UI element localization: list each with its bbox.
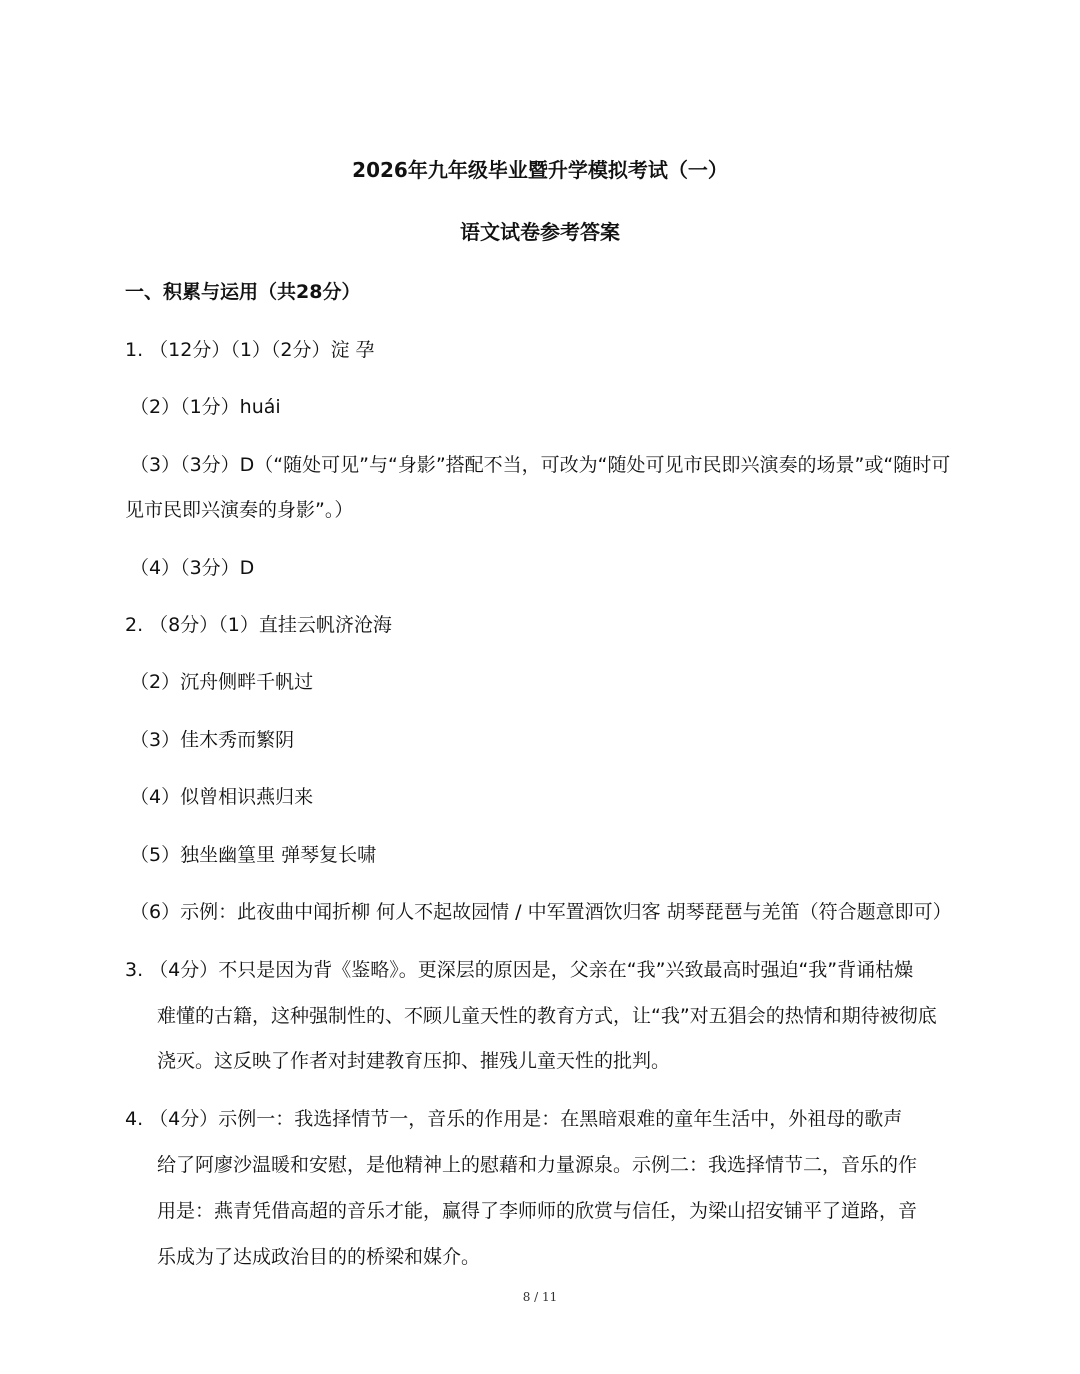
answer-line: 4. （4分）示例一：我选择情节一，音乐的作用是：在黑暗艰难的童年生活中，外祖母的歌声 xyxy=(125,1108,903,1130)
exam-title: 2026年九年级毕业暨升学模拟考试（一） xyxy=(352,158,728,182)
answer-line: （4）似曾相识燕归来 xyxy=(130,786,314,808)
answer-line: 2. （8分）（1）直挂云帆济沧海 xyxy=(125,614,392,636)
answer-line: 1. （12分）（1）（2分）淀 孕 xyxy=(125,339,375,361)
answer-line: （5）独坐幽篁里 弹琴复长啸 xyxy=(130,844,377,866)
answer-line: 见市民即兴演奏的身影”。） xyxy=(125,499,354,521)
answer-line: （3）佳木秀而繁阴 xyxy=(130,729,295,751)
answer-line: （6）示例：此夜曲中闻折柳 何人不起故园情 / 中军置酒饮归客 胡琴琵琶与羌笛（符合题意即可） xyxy=(130,901,952,923)
answer-line: 用是：燕青凭借高超的音乐才能，赢得了李师师的欣赏与信任，为梁山招安铺平了道路，音 xyxy=(157,1200,918,1222)
answer-line: （3）（3分）D（“随处可见”与“身影”搭配不当，可改为“随处可见市民即兴演奏的场景”或“随时可 xyxy=(130,454,951,476)
answer-line: 难懂的古籍，这种强制性的、不顾儿童天性的教育方式，让“我”对五猖会的热情和期待被彻底 xyxy=(157,1005,937,1027)
answer-line: 3. （4分）不只是因为背《鉴略》。更深层的原因是，父亲在“我”兴致最高时强迫“我”背诵枯燥 xyxy=(125,959,914,981)
page-number: 8 / 11 xyxy=(522,1290,558,1304)
answer-line: 乐成为了达成政治目的的桥梁和媒介。 xyxy=(157,1246,481,1268)
answer-line: 给了阿廖沙温暖和安慰，是他精神上的慰藉和力量源泉。示例二：我选择情节二，音乐的作 xyxy=(157,1154,918,1176)
answer-line: （4）（3分）D xyxy=(130,557,255,579)
answer-line: （2）（1分）huái xyxy=(130,396,281,418)
answer-line: （2）沉舟侧畔千帆过 xyxy=(130,671,314,693)
section-heading: 一、积累与运用（共28分） xyxy=(125,281,361,303)
answer-line: 浇灭。这反映了作者对封建教育压抑、摧残儿童天性的批判。 xyxy=(157,1050,671,1072)
answer-key-subtitle: 语文试卷参考答案 xyxy=(460,220,620,244)
